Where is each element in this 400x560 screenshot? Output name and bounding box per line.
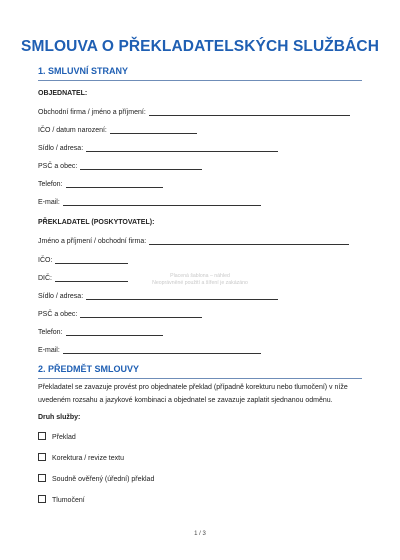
translator-field-address [38, 291, 278, 301]
service-option-proofreading[interactable] [38, 454, 124, 464]
checkbox-label: Korektura / revize textu [52, 454, 124, 462]
checkbox-label: Tlumočení [52, 496, 85, 504]
fill-in-line[interactable] [86, 291, 278, 300]
field-label: PSČ a obec: [38, 311, 78, 318]
checkbox[interactable] [38, 474, 46, 482]
service-option-certified[interactable] [38, 475, 154, 485]
field-label: Sídlo / adresa: [38, 145, 84, 152]
field-label: IČO / datum narození: [38, 127, 107, 134]
field-label: DIČ: [38, 275, 52, 282]
checkbox[interactable] [38, 432, 46, 440]
fill-in-line[interactable] [66, 179, 163, 188]
fill-in-line[interactable] [86, 143, 278, 152]
section-divider [38, 80, 362, 81]
section-heading-parties: 1. SMLUVNÍ STRANY [38, 66, 129, 76]
checkbox[interactable] [38, 453, 46, 461]
preview-watermark [110, 273, 290, 287]
page-number: 1 / 3 [194, 531, 206, 537]
field-label: Obchodní firma / jméno a příjmení: [38, 109, 146, 116]
field-label: PSČ a obec: [38, 163, 78, 170]
field-label: E-mail: [38, 199, 60, 206]
field-label: E-mail: [38, 347, 60, 354]
client-field-phone [38, 179, 163, 189]
fill-in-line[interactable] [63, 345, 261, 354]
checkbox[interactable] [38, 495, 46, 503]
client-field-city [38, 161, 202, 171]
field-label: Telefon: [38, 181, 63, 188]
fill-in-line[interactable] [149, 107, 350, 116]
translator-field-ico [38, 255, 128, 265]
fill-in-line[interactable] [80, 309, 202, 318]
fill-in-line[interactable] [110, 125, 197, 134]
client-field-address [38, 143, 278, 153]
fill-in-line[interactable] [63, 197, 261, 206]
fill-in-line[interactable] [80, 161, 202, 170]
subject-paragraph: Překladatel se zavazuje provést pro objednatele překlad (případně korekturu nebo tlumočení) v níže uvedeném rozsahu a jazykové kombinaci a objednatel se zavazuje zaplatit sjednanou odměnu. [38, 384, 348, 404]
fill-in-line[interactable] [149, 236, 349, 245]
service-option-interpreting[interactable] [38, 496, 85, 506]
service-option-translation[interactable] [38, 433, 76, 443]
watermark-line: Placená šablona – náhled [170, 273, 230, 279]
section-heading-subject: 2. PŘEDMĚT SMLOUVY [38, 364, 140, 374]
translator-heading: PŘEKLADATEL (POSKYTOVATEL): [38, 219, 155, 226]
fill-in-line[interactable] [66, 327, 163, 336]
field-label: IČO: [38, 257, 53, 264]
client-field-ico [38, 125, 197, 135]
translator-field-city [38, 309, 202, 319]
checkbox-label: Soudně ověřený (úřední) překlad [52, 475, 155, 483]
field-label: Sídlo / adresa: [38, 293, 84, 300]
client-heading: OBJEDNATEL: [38, 90, 88, 97]
field-label: Telefon: [38, 329, 63, 336]
document-title: SMLOUVA O PŘEKLADATELSKÝCH SLUŽBÁCH [21, 38, 379, 55]
checkbox-label: Překlad [52, 433, 76, 441]
watermark-line: Neoprávněné použití a šíření je zakázáno [152, 280, 248, 286]
fill-in-line[interactable] [55, 255, 128, 264]
field-label: Jméno a příjmení / obchodní firma: [38, 238, 147, 245]
client-field-name [38, 107, 350, 117]
client-field-email [38, 197, 261, 207]
services-heading: Druh služby: [38, 414, 81, 421]
translator-field-name [38, 236, 349, 246]
section-divider [38, 378, 362, 379]
translator-field-phone [38, 327, 163, 337]
translator-field-email [38, 345, 261, 355]
